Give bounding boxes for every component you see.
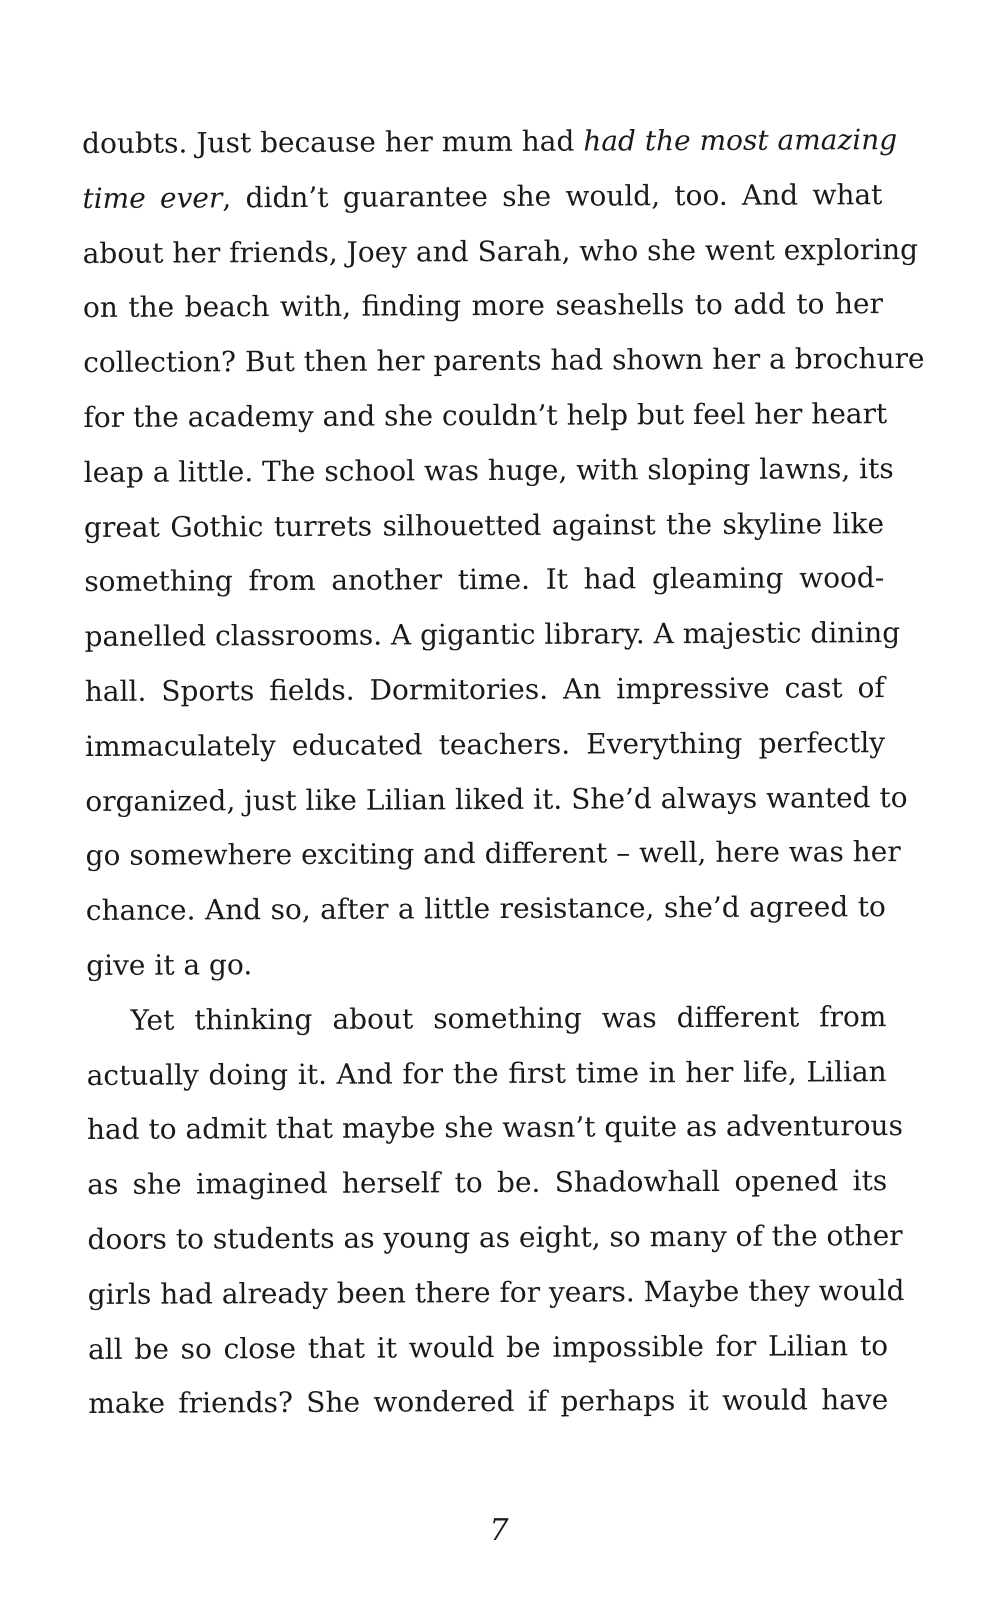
text-line: for the academy and she couldn’t help but feel her heart bbox=[83, 397, 888, 434]
text-line: give it a go. bbox=[86, 948, 253, 982]
text-line: all be so close that it would be impossible for Lilian to bbox=[87, 1328, 889, 1366]
text-line: doubts. Just because her mum had had the most amazing bbox=[82, 123, 898, 160]
text-line: leap a little. The school was huge, with sloping lawns, its bbox=[83, 451, 894, 489]
text-line: hall. Sports fields. Dormitories. An impressive cast of bbox=[84, 671, 885, 708]
text-line: make friends? She wondered if perhaps it would have bbox=[88, 1383, 889, 1421]
text-line: actually doing it. And for the first time in her life, Lilian bbox=[86, 1054, 887, 1092]
text-line: girls had already been there for years. Maybe they would bbox=[87, 1273, 905, 1311]
text-line: immaculately educated teachers. Everything perfectly bbox=[84, 725, 886, 763]
text-line: had to admit that maybe she wasn’t quite as adventurous bbox=[86, 1109, 904, 1147]
text-line: organized, just like Lilian liked it. She’d always wanted to bbox=[85, 780, 908, 818]
text-line: panelled classrooms. A gigantic library. A majestic dining bbox=[84, 616, 901, 654]
text-line: Yet thinking about something was different from bbox=[130, 999, 887, 1037]
text-line: chance. And so, after a little resistance, she’d agreed to bbox=[85, 890, 886, 928]
text-line: collection? But then her parents had shown her a brochure bbox=[83, 342, 925, 380]
body-text bbox=[82, 113, 925, 1432]
page-number: 7 bbox=[489, 1513, 509, 1548]
emphasis-text: time ever bbox=[82, 181, 223, 215]
text-line: about her friends, Joey and Sarah, who she went exploring bbox=[82, 232, 919, 270]
text-line: as she imagined herself to be. Shadowhall opened its bbox=[87, 1164, 888, 1202]
text-line: go somewhere exciting and different – well, here was her bbox=[85, 835, 901, 873]
text-line: on the beach with, finding more seashells to add to her bbox=[82, 287, 884, 325]
text-line: time ever, didn’t guarantee she would, too. And what bbox=[82, 177, 883, 215]
emphasis-text: had the most amazing bbox=[583, 123, 898, 158]
text-line: great Gothic turrets silhouetted against the skyline like bbox=[83, 506, 885, 544]
text-line: doors to students as young as eight, so many of the other bbox=[87, 1218, 903, 1256]
text-line: something from another time. It had gleaming wood- bbox=[84, 561, 885, 599]
